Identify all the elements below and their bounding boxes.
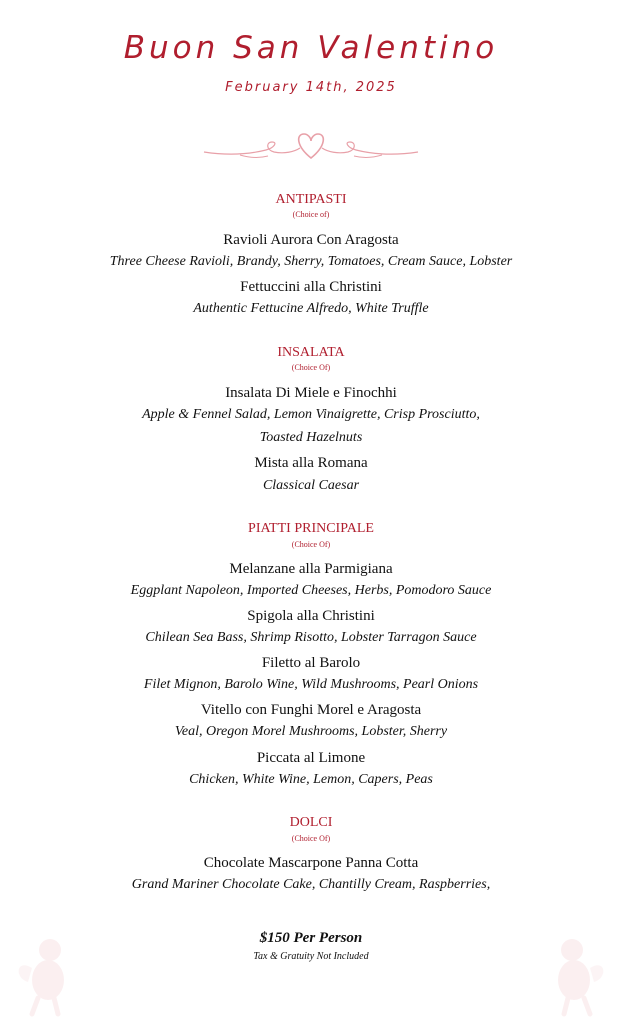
cherub-icon — [10, 928, 82, 1018]
dish-description: Chilean Sea Bass, Shrimp Risotto, Lobster Tarragon Sauce — [145, 630, 477, 645]
dish-name: Chocolate Mascarpone Panna Cotta — [203, 855, 419, 871]
dish-description: Classical Caesar — [262, 478, 360, 493]
section-title-insalata: INSALATA — [277, 345, 345, 360]
section-choice-piatti-principale: (Choice Of) — [291, 540, 331, 549]
menu-date: February 14th, 2025 — [225, 80, 397, 95]
section-title-antipasti: ANTIPASTI — [275, 192, 347, 207]
dish-description: Grand Mariner Chocolate Cake, Chantilly Cream, Raspberries, — [131, 877, 491, 892]
dish-name: Vitello con Funghi Morel e Aragosta — [200, 702, 422, 718]
cherub-icon — [540, 928, 612, 1018]
dish-name: Filetto al Barolo — [261, 655, 361, 671]
dish-name: Melanzane alla Parmigiana — [229, 561, 393, 577]
dish-description: Apple & Fennel Salad, Lemon Vinaigrette, Crisp Prosciutto, — [142, 407, 480, 422]
menu-title: Buon San Valentino — [123, 30, 499, 66]
section-title-dolci: DOLCI — [289, 815, 333, 830]
dish-name: Mista alla Romana — [254, 455, 368, 471]
dish-name: Insalata Di Miele e Finochhi — [225, 385, 397, 401]
dish-description: Chicken, White Wine, Lemon, Capers, Peas — [189, 772, 433, 787]
dish-name: Piccata al Limone — [256, 750, 366, 766]
dish-name: Fettuccini alla Christini — [240, 279, 382, 295]
section-title-piatti-principale: PIATTI PRINCIPALE — [248, 521, 374, 536]
section-choice-antipasti: (Choice of) — [292, 210, 330, 219]
dish-description: Authentic Fettucine Alfredo, White Truffle — [193, 301, 429, 316]
dish-description: Veal, Oregon Morel Mushrooms, Lobster, Sherry — [174, 724, 448, 739]
tax-note: Tax & Gratuity Not Included — [253, 951, 369, 962]
dish-name: Spigola alla Christini — [247, 608, 375, 624]
section-choice-dolci: (Choice Of) — [291, 834, 331, 843]
dish-description: Three Cheese Ravioli, Brandy, Sherry, Tomatoes, Cream Sauce, Lobster — [109, 254, 513, 269]
dish-description: Eggplant Napoleon, Imported Cheeses, Herbs, Pomodoro Sauce — [130, 583, 492, 598]
heart-flourish-ornament-icon — [200, 128, 422, 164]
section-choice-insalata: (Choice Of) — [291, 363, 331, 372]
dish-description: Filet Mignon, Barolo Wine, Wild Mushrooms, Pearl Onions — [143, 677, 479, 692]
dish-name: Ravioli Aurora Con Aragosta — [223, 232, 399, 248]
price-per-person: $150 Per Person — [259, 930, 363, 946]
dish-description: Toasted Hazelnuts — [259, 430, 363, 445]
